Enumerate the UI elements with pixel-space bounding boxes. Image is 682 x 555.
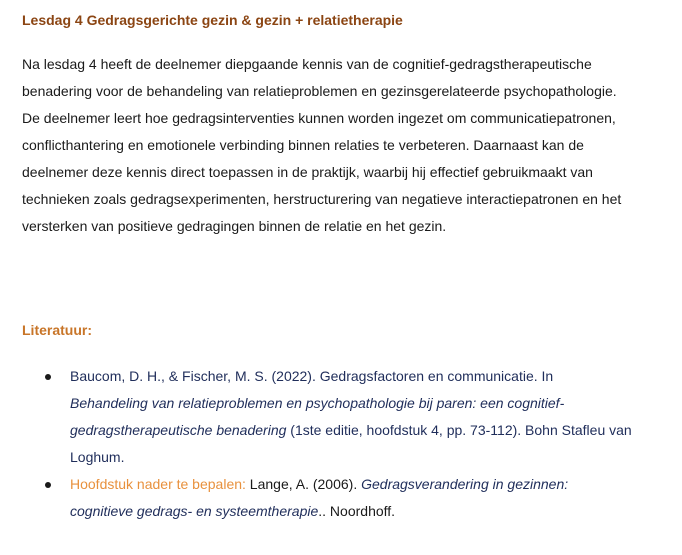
reference-details: .. Noordhoff.: [318, 503, 396, 519]
reference-details: (1ste editie, hoofdstuk 4, pp. 73-112). Bohn Stafleu van Loghum.: [70, 422, 632, 465]
reference-authors: Lange, A. (2006).: [245, 476, 362, 492]
reference-note: Hoofdstuk nader te bepalen:: [70, 476, 246, 492]
reference-item-lange: [22, 471, 632, 525]
literature-heading: Literatuur:: [22, 322, 92, 338]
bullet-icon: [45, 374, 51, 380]
lesson-heading: Lesdag 4 Gedragsgerichte gezin & gezin + relatietherapie: [22, 12, 403, 28]
reference-item-baucom: [22, 363, 632, 471]
lesson-description: Na lesdag 4 heeft de deelnemer diepgaande kennis van de cognitief-gedragstherapeutische benadering voor de behandeling van relatieproblemen en gezinsgerelateerde psychopathologie. De deelnemer leert hoe gedragsinterventies kunnen worden ingezet om communicatiepatronen, conflicthantering en emotionele verbinding binnen relaties te verbeteren. Daarnaast kan de deelnemer deze kennis direct toepassen in de praktijk, waarbij hij effectief gebruikmaakt van technieken zoals gedragsexperimenten, herstructurering van negatieve interactiepatronen en het versterken van positieve gedragingen binnen de relatie en het gezin.: [22, 56, 622, 234]
reference-book-title: Gedragsverandering in gezinnen: cognitieve gedrags- en systeemtherapie: [70, 476, 569, 519]
reference-list: [22, 363, 632, 525]
reference-authors: Baucom, D. H., & Fischer, M. S. (2022). Gedragsfactoren en communicatie. In: [70, 368, 554, 384]
bullet-icon: [45, 482, 51, 488]
reference-book-title: Behandeling van relatieproblemen en psychopathologie bij paren: een cognitief-gedragstherapeutische benadering: [70, 395, 565, 438]
